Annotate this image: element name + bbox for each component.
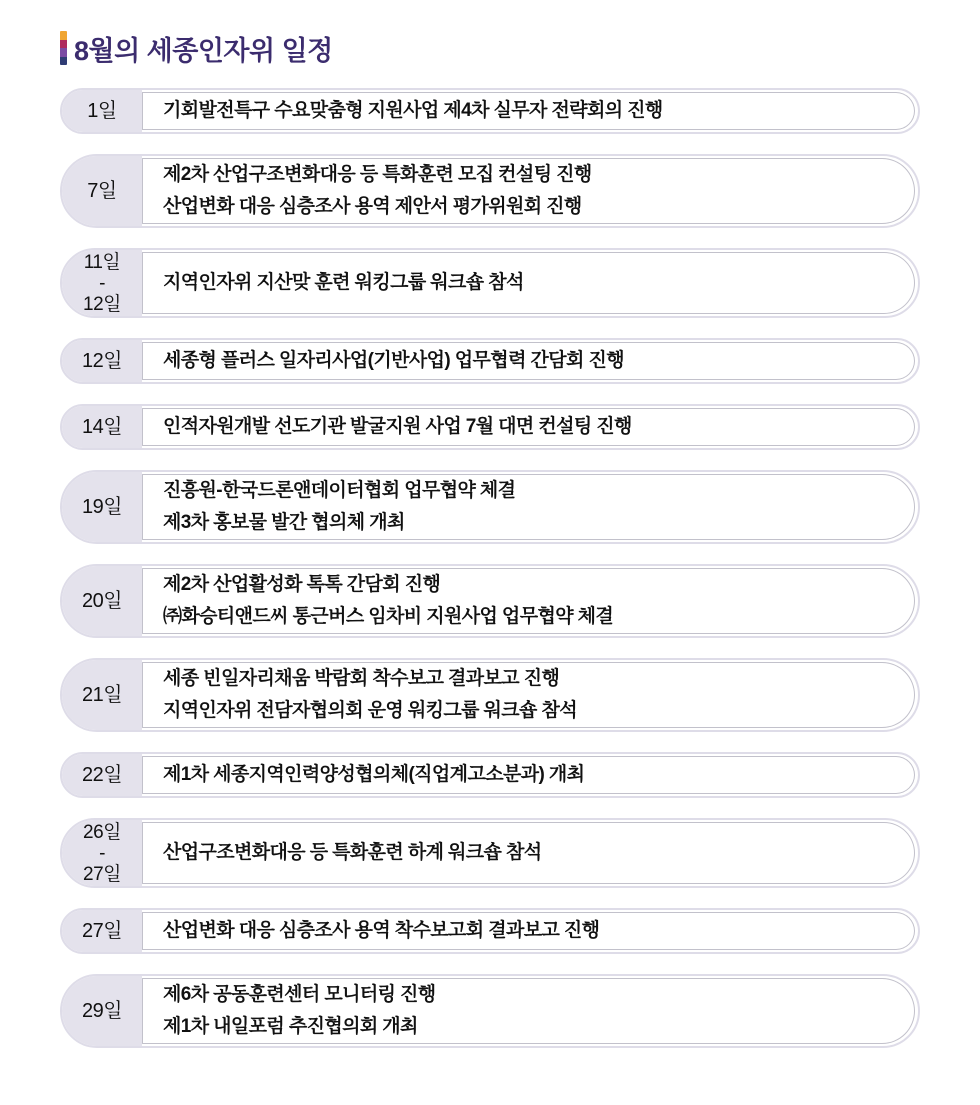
date-text: 19일 bbox=[81, 495, 123, 518]
schedule-row bbox=[60, 248, 920, 318]
schedule-row bbox=[60, 818, 920, 888]
schedule-list bbox=[60, 88, 920, 1048]
event-text: 제2차 산업활성화 톡톡 간담회 진행 bbox=[163, 574, 441, 595]
date-text: 7일 bbox=[87, 179, 117, 202]
event-content bbox=[142, 662, 915, 728]
date-badge bbox=[62, 90, 142, 132]
event-content bbox=[142, 978, 915, 1044]
date-text: 11일 bbox=[83, 251, 121, 273]
schedule-row bbox=[60, 752, 920, 798]
date-text: 12일 bbox=[81, 349, 123, 372]
event-text: 제6차 공동훈련센터 모니터링 진행 bbox=[163, 984, 436, 1005]
event-text: 진흥원-한국드론앤데이터협회 업무협약 체결 bbox=[163, 480, 516, 501]
event-text: 산업변화 대응 심층조사 용역 착수보고회 결과보고 진행 bbox=[163, 920, 600, 941]
event-text: 세종 빈일자리채움 박람회 착수보고 결과보고 진행 bbox=[163, 668, 560, 689]
event-content bbox=[142, 822, 915, 884]
event-content bbox=[142, 474, 915, 540]
date-badge bbox=[62, 472, 142, 542]
event-content bbox=[142, 568, 915, 634]
date-badge bbox=[62, 250, 142, 316]
date-badge bbox=[62, 910, 142, 952]
date-text: - bbox=[99, 842, 105, 864]
schedule-row bbox=[60, 88, 920, 134]
accent-bar-segment bbox=[60, 31, 67, 40]
event-text: 제1차 세종지역인력양성협의체(직업계고소분과) 개최 bbox=[163, 764, 585, 785]
schedule-row bbox=[60, 658, 920, 732]
date-text: 14일 bbox=[81, 415, 123, 438]
accent-bar-segment bbox=[60, 57, 67, 66]
page-title: 8월의 세종인자위 일정 bbox=[74, 35, 333, 66]
schedule-row bbox=[60, 564, 920, 638]
event-text: 제2차 산업구조변화대응 등 특화훈련 모집 컨설팅 진행 bbox=[163, 164, 592, 185]
event-text: ㈜화승티앤드씨 통근버스 임차비 지원사업 업무협약 체결 bbox=[163, 606, 614, 627]
date-badge bbox=[62, 566, 142, 636]
schedule-row bbox=[60, 974, 920, 1048]
date-text: - bbox=[99, 272, 105, 294]
date-text: 26일 bbox=[83, 821, 121, 843]
event-text: 산업구조변화대응 등 특화훈련 하계 워크숍 참석 bbox=[163, 842, 542, 863]
event-text: 지역인자위 지산맞 훈련 워킹그룹 워크숍 참석 bbox=[163, 272, 524, 293]
event-content bbox=[142, 92, 915, 130]
date-text: 27일 bbox=[83, 863, 121, 885]
date-badge bbox=[62, 754, 142, 796]
title-accent-bar bbox=[60, 31, 67, 65]
date-text: 21일 bbox=[81, 683, 123, 706]
event-content bbox=[142, 158, 915, 224]
event-content bbox=[142, 408, 915, 446]
date-text: 22일 bbox=[81, 763, 123, 786]
date-text: 12일 bbox=[83, 293, 121, 315]
event-text: 산업변화 대응 심층조사 용역 제안서 평가위원회 진행 bbox=[163, 196, 582, 217]
event-text: 인적자원개발 선도기관 발굴지원 사업 7월 대면 컨설팅 진행 bbox=[163, 416, 632, 437]
date-badge bbox=[62, 660, 142, 730]
date-badge bbox=[62, 340, 142, 382]
event-content bbox=[142, 756, 915, 794]
date-text: 29일 bbox=[81, 999, 123, 1022]
date-text: 1일 bbox=[87, 99, 117, 122]
date-badge bbox=[62, 406, 142, 448]
event-text: 세종형 플러스 일자리사업(기반사업) 업무협력 간담회 진행 bbox=[163, 350, 624, 371]
event-content bbox=[142, 252, 915, 314]
date-text: 27일 bbox=[81, 919, 123, 942]
date-badge bbox=[62, 976, 142, 1046]
schedule-row bbox=[60, 154, 920, 228]
schedule-row bbox=[60, 908, 920, 954]
date-text: 20일 bbox=[81, 589, 123, 612]
event-text: 제1차 내일포럼 추진협의회 개최 bbox=[163, 1016, 418, 1037]
schedule-row bbox=[60, 470, 920, 544]
schedule-row bbox=[60, 338, 920, 384]
date-badge bbox=[62, 156, 142, 226]
accent-bar-segment bbox=[60, 48, 67, 57]
event-content bbox=[142, 912, 915, 950]
event-text: 지역인자위 전담자협의회 운영 워킹그룹 워크숍 참석 bbox=[163, 700, 577, 721]
event-content bbox=[142, 342, 915, 380]
schedule-row bbox=[60, 404, 920, 450]
event-text: 기회발전특구 수요맞춤형 지원사업 제4차 실무자 전략회의 진행 bbox=[163, 100, 663, 121]
event-text: 제3차 홍보물 발간 협의체 개최 bbox=[163, 512, 405, 533]
page-header bbox=[60, 30, 920, 66]
accent-bar-segment bbox=[60, 40, 67, 49]
date-badge bbox=[62, 820, 142, 886]
